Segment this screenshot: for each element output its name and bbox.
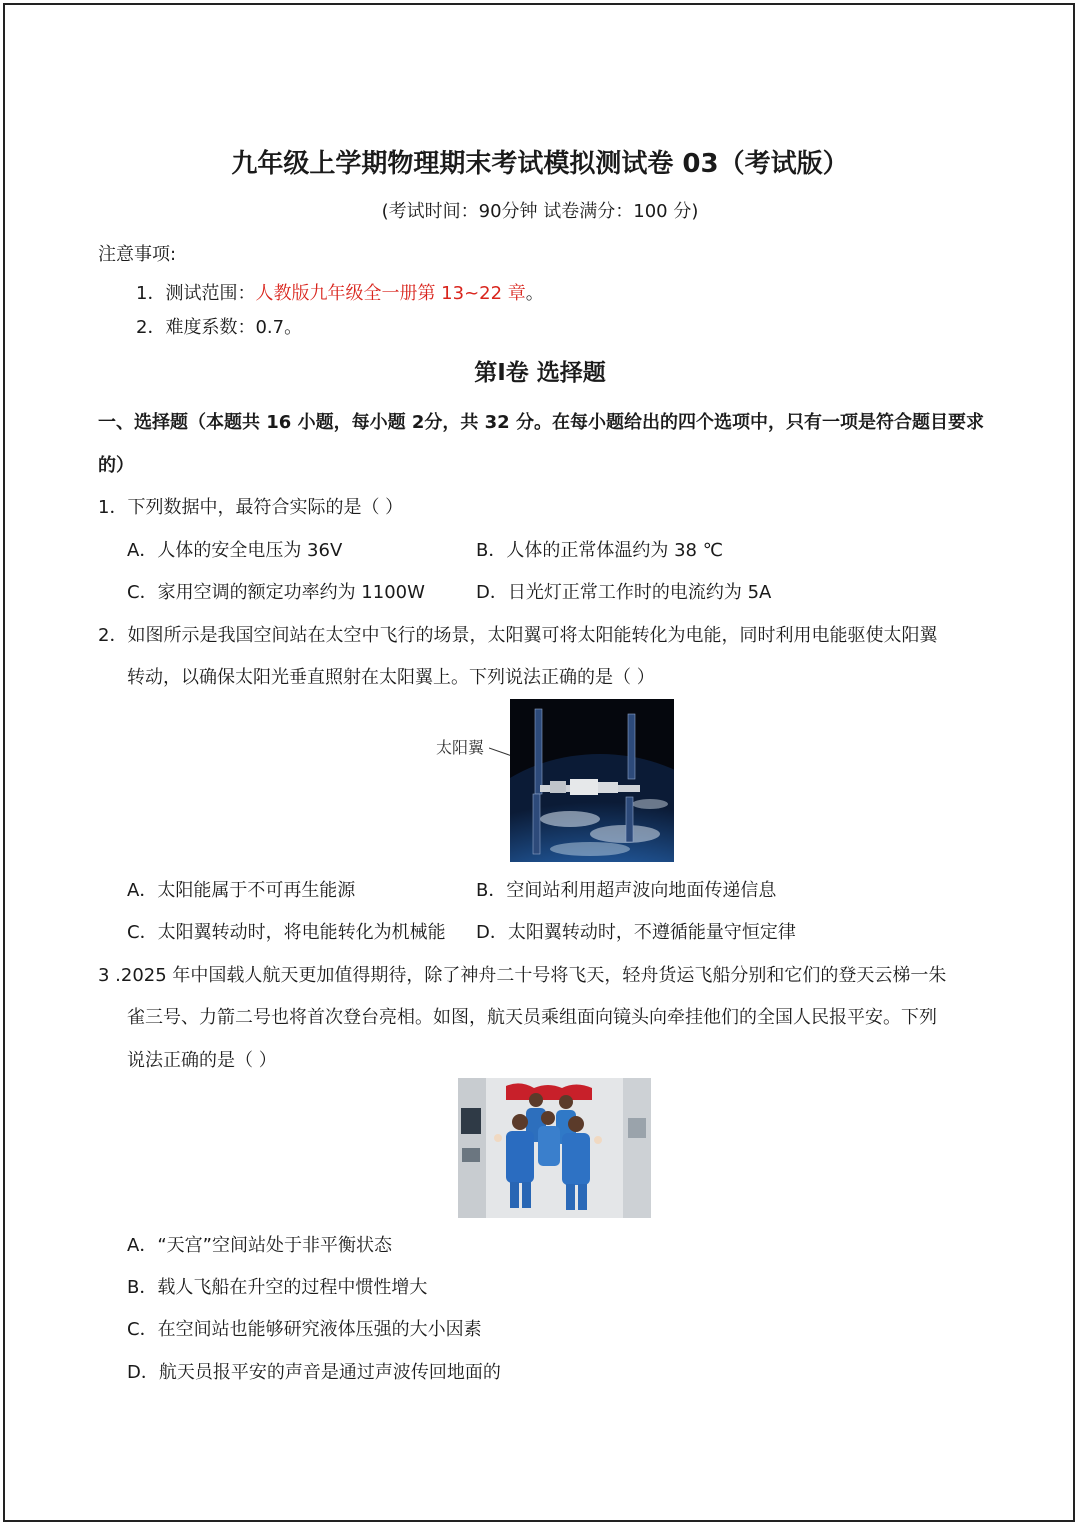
question-1-option-d: D．日光灯正常工作时的电流约为 5A [476,582,772,603]
question-2-stem-line-2: 转动，以确保太阳光垂直照射在太阳翼上。下列说法正确的是（ ） [127,667,655,688]
notice-item-1-suffix: 。 [525,283,544,304]
notice-heading: 注意事项: [98,244,177,265]
question-1-option-a: A．人体的安全电压为 36V [127,540,343,561]
section-instruction-line-2: 的） [98,455,134,476]
question-3-option-c: C．在空间站也能够研究液体压强的大小因素 [127,1319,482,1340]
section-title: 第I卷 选择题 [474,360,606,386]
question-3-option-a: A．“天宫”空间站处于非平衡状态 [127,1235,392,1256]
exam-info: (考试时间：90分钟 试卷满分：100 分) [381,201,699,222]
question-3-option-b: B．载人飞船在升空的过程中惯性增大 [127,1277,428,1298]
test-scope-highlight: 人教版九年级全一册第 13~22 章 [255,283,526,304]
notice-item-2: 2．难度系数：0.7。 [136,317,303,338]
question-1-stem: 1．下列数据中，最符合实际的是（ ） [98,497,404,518]
question-3-stem-line-2: 雀三号、力箭二号也将首次登台亮相。如图，航天员乘组面向镜头向牵挂他们的全国人民报平安。下列 [127,1007,937,1028]
question-3-option-d: D．航天员报平安的声音是通过声波传回地面的 [127,1362,501,1383]
question-2-option-d: D．太阳翼转动时，不遵循能量守恒定律 [476,922,796,943]
question-3-stem-line-3: 说法正确的是（ ） [127,1050,277,1071]
question-2-option-c: C．太阳翼转动时，将电能转化为机械能 [127,922,446,943]
notice-item-1-prefix: 1．测试范围： [136,283,256,304]
question-1-option-c: C．家用空调的额定功率约为 1100W [127,582,425,603]
question-2-option-a: A．太阳能属于不可再生能源 [127,880,356,901]
question-2-option-b: B．空间站利用超声波向地面传递信息 [476,880,777,901]
astronaut-crew-image [458,1078,651,1218]
page-title: 九年级上学期物理期末考试模拟测试卷 03（考试版） [231,149,849,179]
question-2-stem-line-1: 2．如图所示是我国空间站在太空中飞行的场景，太阳翼可将太阳能转化为电能，同时利用电能驱使太阳翼 [98,625,938,646]
section-instruction-line-1: 一、选择题（本题共 16 小题，每小题 2分，共 32 分。在每小题给出的四个选项中，只有一项是符合题目要求 [98,412,984,433]
notice-item-1 [136,279,544,305]
question-1-option-b: B．人体的正常体温约为 38 ℃ [476,540,723,561]
solar-wing-label: 太阳翼 [436,738,485,757]
question-3-stem-line-1: 3 .2025 年中国载人航天更加值得期待，除了神舟二十号将飞天，轻舟货运飞船分别和它们的登天云梯一朱 [98,965,947,986]
space-station-image [510,699,674,862]
